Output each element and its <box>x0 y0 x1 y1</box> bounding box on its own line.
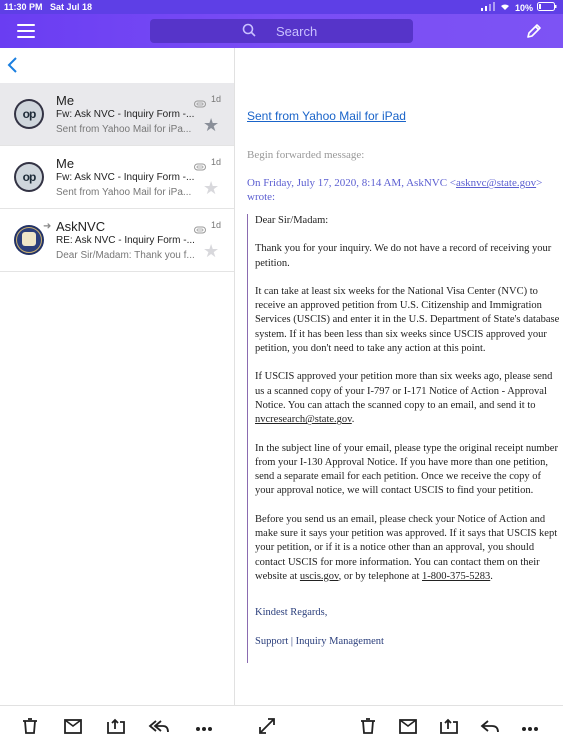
bottom-toolbar <box>0 705 563 751</box>
more-icon[interactable] <box>521 719 539 737</box>
more-icon[interactable] <box>195 719 213 737</box>
wifi-icon <box>499 2 511 13</box>
message-list-item[interactable] <box>0 83 234 146</box>
message-snippet: Sent from Yahoo Mail for iPa... <box>56 187 192 198</box>
message-list-item[interactable] <box>0 209 234 272</box>
status-bar <box>0 0 563 14</box>
reply-all-icon[interactable] <box>148 717 170 740</box>
status-date: Sat Jul 18 <box>50 2 93 12</box>
message-list-pane <box>0 48 235 705</box>
move-icon[interactable] <box>106 717 126 740</box>
message-age: 1d <box>211 220 222 230</box>
avatar: op <box>14 162 44 192</box>
signal-icon <box>481 2 495 13</box>
uscis-link[interactable]: uscis.gov <box>299 570 339 582</box>
star-icon[interactable]: ★ <box>203 178 220 198</box>
message-age: 1d <box>211 157 222 167</box>
search-input[interactable] <box>150 19 413 43</box>
compose-icon[interactable] <box>525 22 543 45</box>
back-icon[interactable] <box>6 56 20 79</box>
sent-from-link[interactable]: Sent from Yahoo Mail for iPad <box>247 109 406 123</box>
search-icon <box>242 23 256 40</box>
star-icon[interactable]: ★ <box>203 241 220 261</box>
battery-icon <box>537 2 557 13</box>
message-snippet: Dear Sir/Madam: Thank you f... <box>56 250 195 261</box>
email-paragraph: If USCIS approved your petition more than six weeks ago, please send us a scanned copy of your I-797 or I-171 Notice of Action - Approval Notice. You can attach the scanned copy to an email, and send it to nvcresearch@state.gov. <box>255 371 553 426</box>
avatar <box>14 225 44 255</box>
forward-header: Begin forwarded message: <box>247 149 365 161</box>
reply-icon[interactable] <box>480 717 500 740</box>
message-subject: RE: Ask NVC - Inquiry Form -... <box>56 235 195 246</box>
email-greeting: Dear Sir/Madam: <box>255 215 329 226</box>
email-paragraph: It can take at least six weeks for the National Visa Center (NVC) to receive an approved petition from U.S. Citizenship and Immigration Services (USCIS) and enter it in the U.S. Department of State's database system. If it has been less than six weeks since USCIS approved your petition, you don't need to take any action at this point. <box>255 285 560 355</box>
search-placeholder: Search <box>276 24 318 39</box>
email-body-pane <box>235 48 563 705</box>
message-subject: Fw: Ask NVC - Inquiry Form -... <box>56 172 195 183</box>
phone-link[interactable]: 1-800-375-5283 <box>422 570 491 582</box>
message-list-item[interactable] <box>0 146 234 209</box>
message-snippet: Sent from Yahoo Mail for iPa... <box>56 124 192 135</box>
message-age: 1d <box>211 94 222 104</box>
expand-icon[interactable] <box>258 717 276 740</box>
menu-icon[interactable] <box>17 24 35 38</box>
research-email-link[interactable]: nvcresearch@state.gov <box>255 414 352 426</box>
status-time-date <box>4 2 92 12</box>
delete-icon[interactable] <box>359 717 377 740</box>
email-paragraph: In the subject line of your email, please type the original receipt number from your I-130 Approval Notice. If you have more than one petition, send a separate email for each petition. Once we receive the copy of your approval notice, we will contact USCIS to find your petition. <box>255 442 558 497</box>
message-sender: Me <box>56 93 75 108</box>
sender-email-link[interactable]: asknvc@state.gov <box>456 177 537 189</box>
quoted-message <box>247 214 561 663</box>
star-icon[interactable]: ★ <box>203 115 220 135</box>
email-closing: Kindest Regards, <box>255 607 328 619</box>
email-paragraph: Before you send us an email, please check your Notice of Action and make sure it says your petition was approved. If it says that USCIS kept your petition, or if it is a notice other than an approval, you should contact USCIS for more information. You can contact them on their website at uscis.gov, or by telephone at 1-800-375-5283. <box>255 513 558 582</box>
move-icon[interactable] <box>439 717 459 740</box>
message-sender: Me <box>56 156 75 171</box>
forwarded-icon: ➜ <box>43 221 52 232</box>
email-paragraph: Thank you for your inquiry. We do not have a record of receiving your petition. <box>255 243 552 269</box>
forward-attribution: On Friday, July 17, 2020, 8:14 AM, AskNVC <asknvc@state.gov> wrote: <box>247 177 543 203</box>
message-subject: Fw: Ask NVC - Inquiry Form -... <box>56 109 195 120</box>
top-bar <box>0 14 563 48</box>
delete-icon[interactable] <box>21 717 39 740</box>
message-sender: AskNVC <box>56 219 106 234</box>
avatar: op <box>14 99 44 129</box>
archive-icon[interactable] <box>398 717 418 740</box>
battery-level: 10% <box>514 2 533 13</box>
archive-icon[interactable] <box>63 717 83 740</box>
status-time: 11:30 PM <box>4 2 43 12</box>
status-icons <box>481 2 557 13</box>
email-signature: Support | Inquiry Management <box>255 635 384 647</box>
